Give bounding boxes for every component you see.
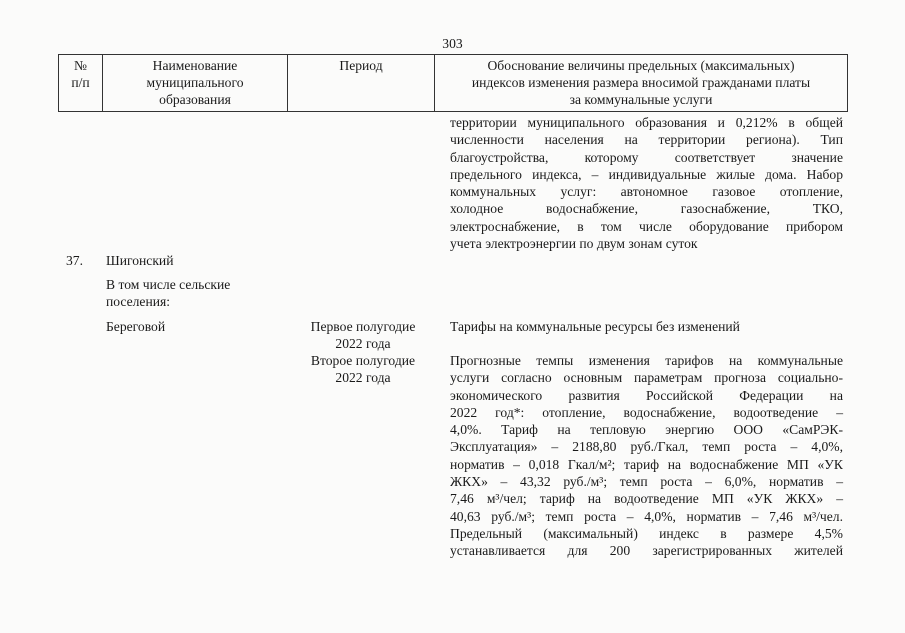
period-first-half: Первое полугодие 2022 года	[310, 319, 416, 352]
page-number: 303	[442, 36, 463, 51]
text-line: коммунальных услуг: автономное газовое отопление,	[450, 184, 843, 200]
text-line: 2022 год*: отопление, водоснабжение, водоотведение –	[450, 404, 843, 420]
text-line: численности населения на территории региона). Тип	[450, 132, 843, 148]
text-line: норматив – 0,018 Гкал/м²; тариф на водоснабжение МП «УК	[450, 456, 843, 472]
header-num: № п/п	[59, 55, 103, 112]
row-37-name: Шигонский	[106, 253, 174, 268]
text-line: благоустройства, которому соответствует значение	[450, 149, 843, 165]
continuation-text	[450, 114, 843, 252]
header-name: Наименование муниципального образования	[103, 55, 288, 112]
table-header	[58, 54, 848, 112]
text-line: услуги согласно основным параметрам прогноза социально-	[450, 370, 843, 386]
text-line: 7,46 м³/чел; тариф на водоотведение МП «УК ЖКХ» –	[450, 491, 843, 507]
tariffs-unchanged-text: Тарифы на коммунальные ресурсы без изменений	[450, 319, 740, 334]
text-line: учета электроэнергии по двум зонам суток	[450, 236, 698, 252]
forecast-text	[450, 352, 843, 560]
text-line: ЖКХ» – 43,32 руб./м³; темп роста – 6,0%, норматив –	[450, 474, 843, 490]
text-line: 40,63 руб./м³; темп роста – 4,0%, норматив – 7,46 м³/чел.	[450, 508, 843, 524]
text-line: Эксплуатация» – 2188,80 руб./Гкал, темп роста – 4,0%,	[450, 439, 843, 455]
row-37-number: 37.	[66, 253, 83, 268]
text-line: экономического развития Российской Федерации на	[450, 387, 843, 403]
text-line: Предельный (максимальный) индекс в размере 4,5%	[450, 525, 843, 541]
text-line: электроснабжение, в том числе оборудование прибором	[450, 218, 843, 234]
text-line: территории муниципального образования и 0,212% в общей	[450, 115, 843, 130]
row-37-subheading: В том числе сельские поселения:	[106, 277, 231, 310]
beregovoy-name: Береговой	[106, 319, 166, 334]
header-period: Период	[288, 55, 435, 112]
text-line: 4,0%. Тариф на тепловую энергию ООО «СамРЭК-	[450, 422, 843, 438]
period-second-half: Второе полугодие 2022 года	[310, 353, 416, 386]
header-reason: Обоснование величины предельных (максимальных) индексов изменения размера вносимой гражданами платы за коммунальные услуги	[435, 55, 848, 112]
text-line: устанавливается для 200 зарегистрированных жителей	[450, 543, 843, 559]
text-line: Прогнозные темпы изменения тарифов на коммунальные	[450, 353, 843, 368]
text-line: предельного индекса, – индивидуальные жилые дома. Набор	[450, 166, 843, 182]
text-line: холодное водоснабжение, газоснабжение, ТКО,	[450, 201, 843, 217]
